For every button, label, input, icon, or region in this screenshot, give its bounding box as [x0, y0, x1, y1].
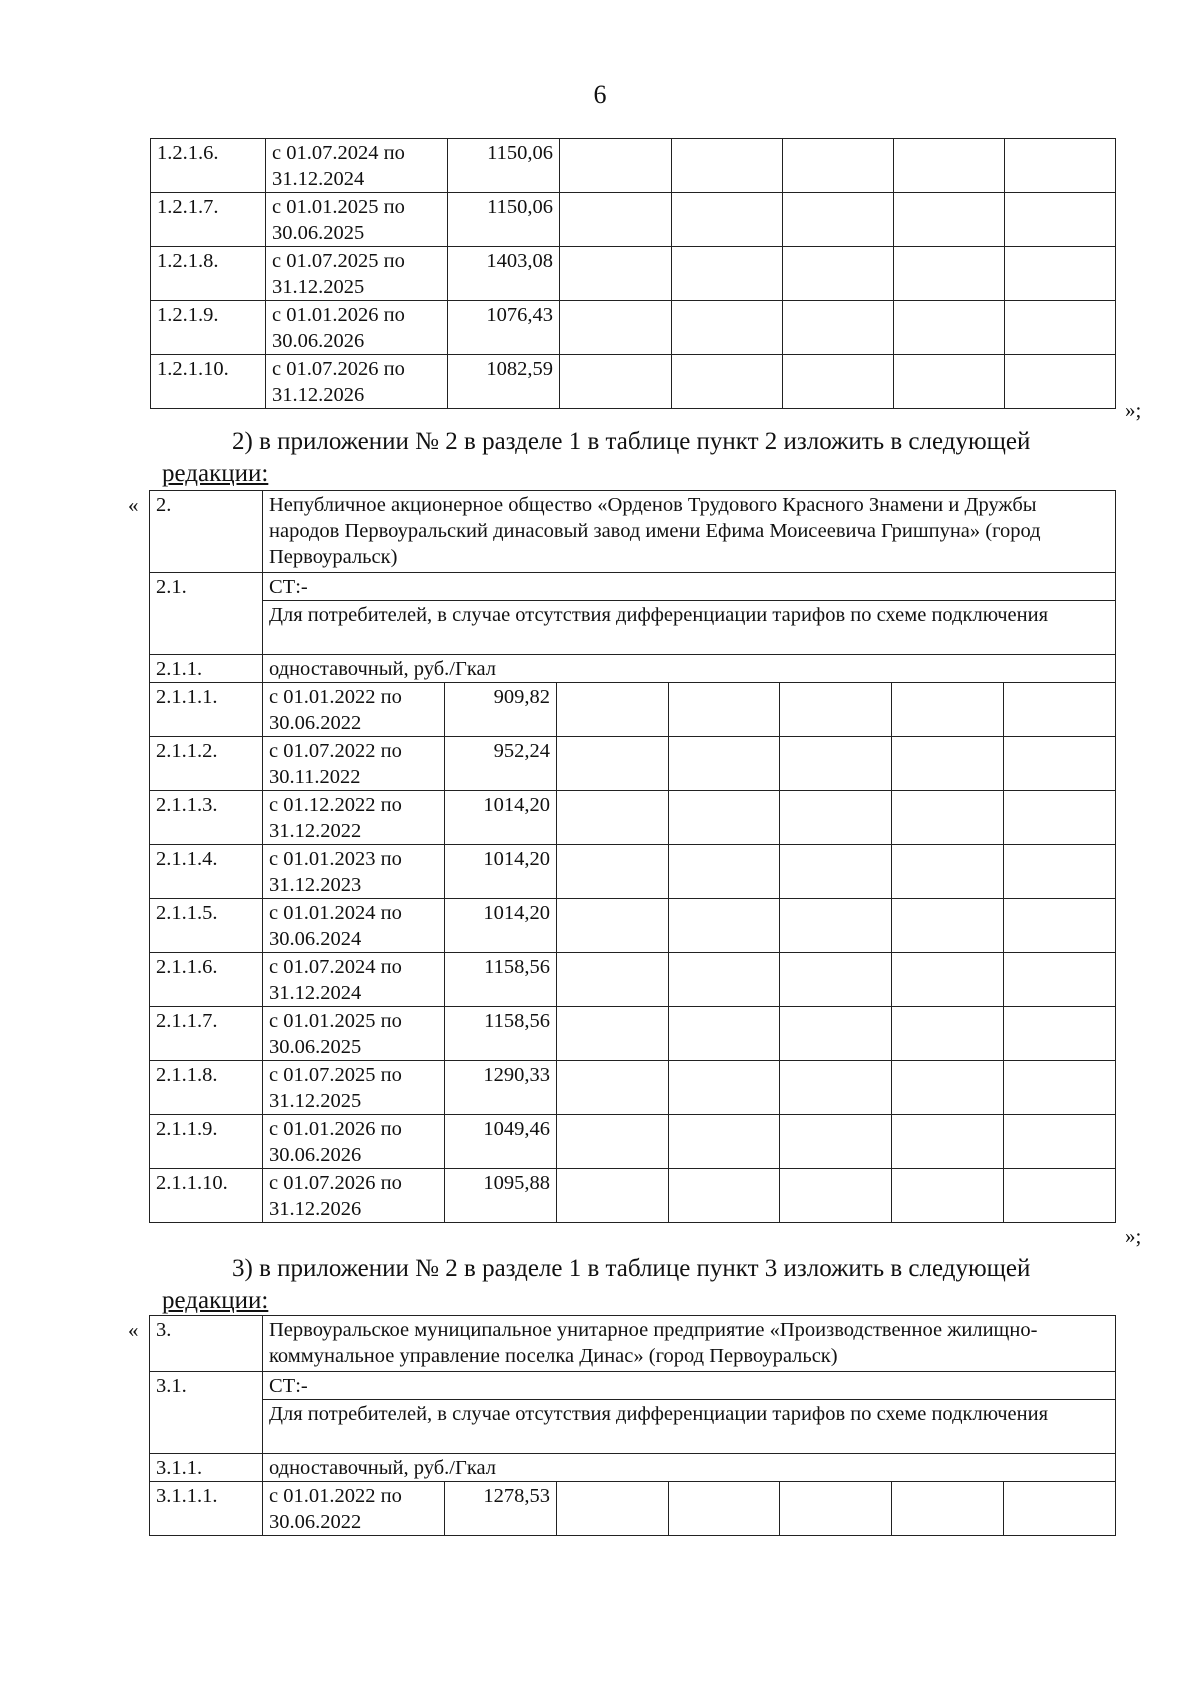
tariff-row: [150, 1169, 1116, 1223]
empty-cell: [894, 301, 1005, 355]
period: с 01.12.2022 по 31.12.2022: [263, 791, 445, 845]
empty-cell: [892, 953, 1004, 1007]
rate-label: одноставочный, руб./Гкал: [263, 655, 1116, 683]
empty-cell: [1005, 139, 1116, 193]
tariff-row: [150, 1115, 1116, 1169]
tariff-value: 1049,46: [445, 1115, 557, 1169]
row-number: 3.1.1.1.: [150, 1482, 263, 1536]
period: с 01.01.2025 по 30.06.2025: [263, 1007, 445, 1061]
empty-cell: [669, 845, 780, 899]
empty-cell: [557, 683, 669, 737]
consumers-row: [150, 601, 1116, 655]
empty-cell: [1004, 1061, 1116, 1115]
period: с 01.01.2026 по 30.06.2026: [266, 301, 448, 355]
empty-cell: [783, 301, 894, 355]
empty-cell: [892, 791, 1004, 845]
empty-cell: [1004, 953, 1116, 1007]
empty-cell: [672, 247, 783, 301]
opening-quote-2: «: [128, 493, 139, 517]
empty-cell: [780, 1061, 892, 1115]
empty-cell: [557, 791, 669, 845]
row-number: 2.1.1.8.: [150, 1061, 263, 1115]
tariff-row: [151, 301, 1116, 355]
empty-cell: [557, 1007, 669, 1061]
empty-cell: [780, 683, 892, 737]
empty-cell: [557, 899, 669, 953]
empty-cell: [560, 193, 672, 247]
tariff-value: 1076,43: [448, 301, 560, 355]
empty-cell: [557, 953, 669, 1007]
org-name: Непубличное акционерное общество «Орденов Трудового Красного Знамени и Дружбы народов Первоуральский динасовый завод имени Ефима Моисеевича Гришпуна» (город Первоуральск): [263, 491, 1116, 573]
empty-cell: [892, 1115, 1004, 1169]
row-number: 2.1.1.6.: [150, 953, 263, 1007]
tariff-row: [150, 899, 1116, 953]
tariff-value: 1150,06: [448, 139, 560, 193]
empty-cell: [783, 193, 894, 247]
empty-cell: [1005, 193, 1116, 247]
empty-cell: [560, 247, 672, 301]
org-row: [150, 491, 1116, 573]
row-number: 1.2.1.10.: [151, 355, 266, 409]
period: с 01.01.2024 по 30.06.2024: [263, 899, 445, 953]
period: с 01.07.2026 по 31.12.2026: [263, 1169, 445, 1223]
empty-cell: [1004, 1169, 1116, 1223]
row-number: 2.1.1.5.: [150, 899, 263, 953]
tariff-value: 1150,06: [448, 193, 560, 247]
tariff-row: [151, 193, 1116, 247]
row-number: 1.2.1.8.: [151, 247, 266, 301]
tariff-row: [150, 791, 1116, 845]
empty-cell: [783, 247, 894, 301]
empty-cell: [560, 139, 672, 193]
tariff-value: 1014,20: [445, 791, 557, 845]
period: с 01.07.2022 по 30.11.2022: [263, 737, 445, 791]
empty-cell: [892, 1007, 1004, 1061]
empty-cell: [894, 193, 1005, 247]
consumers-text: Для потребителей, в случае отсутствия дифференциации тарифов по схеме подключения: [263, 601, 1116, 655]
empty-cell: [780, 737, 892, 791]
empty-cell: [669, 953, 780, 1007]
tariff-table-3: [149, 1315, 1116, 1536]
empty-cell: [560, 355, 672, 409]
row-number: 2.1.1.3.: [150, 791, 263, 845]
paragraph-2-line-2: редакции:: [162, 460, 269, 487]
empty-cell: [672, 193, 783, 247]
paragraph-3-line-1: 3) в приложении № 2 в разделе 1 в таблице пункт 3 изложить в следующей: [232, 1255, 1031, 1282]
tariff-value: 1290,33: [445, 1061, 557, 1115]
rate-label: одноставочный, руб./Гкал: [263, 1454, 1116, 1482]
tariff-value: 1082,59: [448, 355, 560, 409]
period: с 01.07.2024 по 31.12.2024: [263, 953, 445, 1007]
opening-quote-3: «: [128, 1318, 139, 1342]
tariff-value: 1403,08: [448, 247, 560, 301]
empty-cell: [1005, 247, 1116, 301]
empty-cell: [669, 791, 780, 845]
empty-cell: [894, 247, 1005, 301]
empty-cell: [672, 355, 783, 409]
empty-cell: [1004, 845, 1116, 899]
tariff-value: 1278,53: [445, 1482, 557, 1536]
empty-cell: [669, 1482, 780, 1536]
empty-cell: [780, 899, 892, 953]
tariff-row: [150, 1482, 1116, 1536]
empty-cell: [669, 1169, 780, 1223]
tariff-row: [150, 1007, 1116, 1061]
empty-cell: [669, 1061, 780, 1115]
page-number: 6: [593, 80, 607, 109]
tariff-table-2: [149, 490, 1116, 1223]
empty-cell: [669, 683, 780, 737]
empty-cell: [669, 899, 780, 953]
tariff-value: 909,82: [445, 683, 557, 737]
period: с 01.01.2022 по 30.06.2022: [263, 683, 445, 737]
tariff-row: [150, 845, 1116, 899]
st-label: СТ:-: [263, 573, 1116, 601]
row-number: 2.1.1.4.: [150, 845, 263, 899]
row-number: 1.2.1.9.: [151, 301, 266, 355]
st-row: [150, 573, 1116, 601]
tariff-row: [151, 355, 1116, 409]
empty-cell: [1005, 301, 1116, 355]
tariff-row: [150, 953, 1116, 1007]
empty-cell: [780, 1482, 892, 1536]
paragraph-3-line-2: редакции:: [162, 1287, 269, 1314]
empty-cell: [780, 1169, 892, 1223]
empty-cell: [1004, 1115, 1116, 1169]
empty-cell: [783, 139, 894, 193]
st-number: 3.1.: [150, 1372, 263, 1454]
rate-number: 3.1.1.: [150, 1454, 263, 1482]
empty-cell: [669, 737, 780, 791]
row-number: 2.1.1.7.: [150, 1007, 263, 1061]
tariff-row: [151, 139, 1116, 193]
tariff-row: [150, 737, 1116, 791]
consumers-text: Для потребителей, в случае отсутствия дифференциации тарифов по схеме подключения: [263, 1400, 1116, 1454]
period: с 01.01.2023 по 31.12.2023: [263, 845, 445, 899]
empty-cell: [892, 1169, 1004, 1223]
tariff-value: 1158,56: [445, 1007, 557, 1061]
empty-cell: [892, 683, 1004, 737]
empty-cell: [894, 139, 1005, 193]
org-name: Первоуральское муниципальное унитарное предприятие «Производственное жилищно-коммунальное управление поселка Динас» (город Первоуральск): [263, 1316, 1116, 1372]
row-number: 1.2.1.7.: [151, 193, 266, 247]
st-row: [150, 1372, 1116, 1400]
rate-number: 2.1.1.: [150, 655, 263, 683]
tariff-value: 952,24: [445, 737, 557, 791]
row-number: 2.1.1.2.: [150, 737, 263, 791]
empty-cell: [557, 1169, 669, 1223]
tariff-value: 1158,56: [445, 953, 557, 1007]
empty-cell: [560, 301, 672, 355]
empty-cell: [672, 139, 783, 193]
row-number: 2.1.1.9.: [150, 1115, 263, 1169]
empty-cell: [1005, 355, 1116, 409]
period: с 01.01.2022 по 30.06.2022: [263, 1482, 445, 1536]
empty-cell: [780, 791, 892, 845]
empty-cell: [892, 845, 1004, 899]
rate-row: [150, 1454, 1116, 1482]
st-number: 2.1.: [150, 573, 263, 655]
empty-cell: [894, 355, 1005, 409]
tariff-value: 1014,20: [445, 899, 557, 953]
empty-cell: [892, 737, 1004, 791]
paragraph-2-line-1: 2) в приложении № 2 в разделе 1 в таблице пункт 2 изложить в следующей: [232, 428, 1031, 455]
row-number: 1.2.1.6.: [151, 139, 266, 193]
empty-cell: [780, 845, 892, 899]
empty-cell: [780, 953, 892, 1007]
row-number: 2.1.1.10.: [150, 1169, 263, 1223]
period: с 01.07.2026 по 31.12.2026: [266, 355, 448, 409]
empty-cell: [1004, 683, 1116, 737]
period: с 01.01.2026 по 30.06.2026: [263, 1115, 445, 1169]
period: с 01.07.2025 по 31.12.2025: [263, 1061, 445, 1115]
empty-cell: [783, 355, 894, 409]
empty-cell: [1004, 791, 1116, 845]
empty-cell: [892, 899, 1004, 953]
empty-cell: [557, 1115, 669, 1169]
rate-row: [150, 655, 1116, 683]
empty-cell: [557, 1061, 669, 1115]
empty-cell: [780, 1007, 892, 1061]
empty-cell: [669, 1007, 780, 1061]
tariff-table-1: [150, 138, 1116, 409]
empty-cell: [780, 1115, 892, 1169]
period: с 01.07.2024 по 31.12.2024: [266, 139, 448, 193]
empty-cell: [1004, 1482, 1116, 1536]
tariff-row: [150, 1061, 1116, 1115]
tariff-value: 1014,20: [445, 845, 557, 899]
empty-cell: [669, 1115, 780, 1169]
empty-cell: [1004, 737, 1116, 791]
period: с 01.01.2025 по 30.06.2025: [266, 193, 448, 247]
tariff-value: 1095,88: [445, 1169, 557, 1223]
consumers-row: [150, 1400, 1116, 1454]
st-label: СТ:-: [263, 1372, 1116, 1400]
tariff-row: [150, 683, 1116, 737]
org-row: [150, 1316, 1116, 1372]
empty-cell: [1004, 1007, 1116, 1061]
empty-cell: [557, 845, 669, 899]
period: с 01.07.2025 по 31.12.2025: [266, 247, 448, 301]
empty-cell: [557, 1482, 669, 1536]
closing-quote-2: »;: [1125, 1224, 1142, 1248]
closing-quote-1: »;: [1125, 398, 1142, 422]
empty-cell: [892, 1061, 1004, 1115]
empty-cell: [1004, 899, 1116, 953]
org-number: 3.: [150, 1316, 263, 1372]
row-number: 2.1.1.1.: [150, 683, 263, 737]
empty-cell: [557, 737, 669, 791]
tariff-row: [151, 247, 1116, 301]
org-number: 2.: [150, 491, 263, 573]
empty-cell: [672, 301, 783, 355]
empty-cell: [892, 1482, 1004, 1536]
